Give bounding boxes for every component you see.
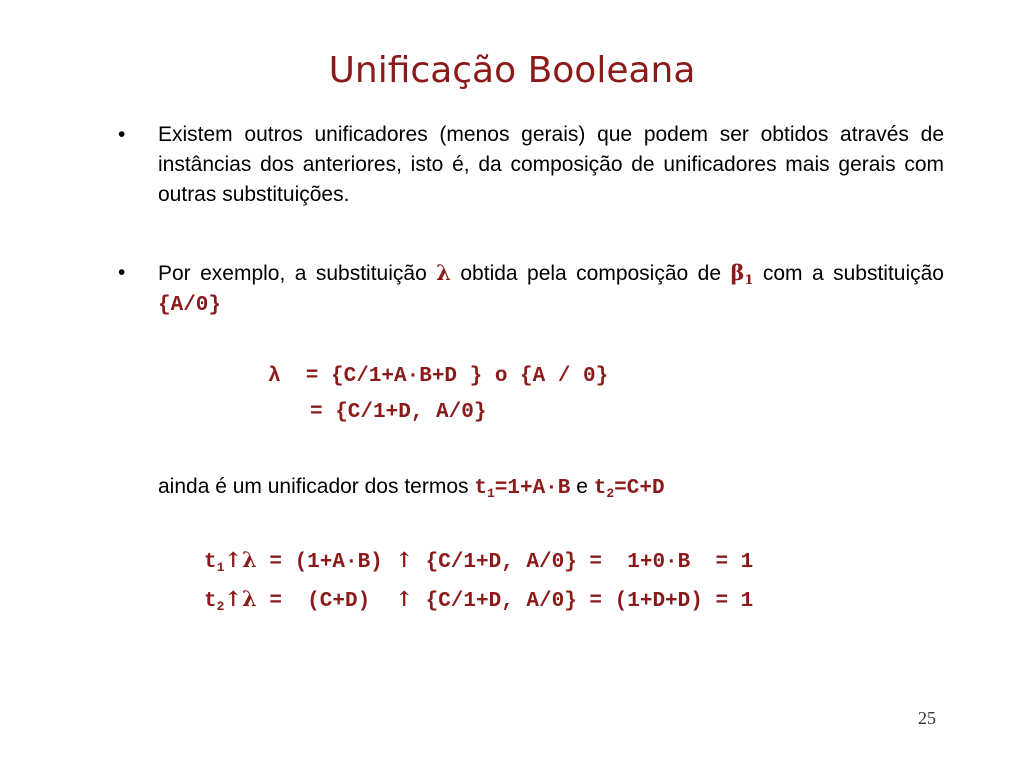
term-t2-sub: 2 — [606, 486, 615, 501]
check-line-1 — [204, 545, 753, 578]
terms-conj: e — [570, 475, 594, 498]
bullet-1 — [118, 120, 944, 210]
terms-sentence — [158, 472, 665, 504]
bullet-2 — [118, 258, 944, 318]
lambda-symbol: λ — [242, 547, 257, 572]
bullet-2-text-c: com a substituição — [753, 262, 944, 285]
bullet-marker: • — [118, 261, 126, 284]
lambda-symbol: λ — [242, 586, 257, 611]
up-arrow-icon: ↑ — [395, 586, 413, 611]
term-t1-sub: 1 — [486, 486, 495, 501]
slide-title: Unificação Booleana — [328, 50, 696, 91]
up-arrow-icon: ↑ — [224, 586, 243, 611]
equation-line-1: λ = {C/1+A·B+D } o {A / 0} — [268, 365, 609, 388]
bullet-1-text: Existem outros unificadores (menos gerais) que podem ser obtidos através de instâncias dos anteriores, isto é, da composição de unificadores mais gerais com outras substituições. — [158, 123, 944, 206]
bullet-marker: • — [118, 123, 126, 146]
check-line-2 — [204, 584, 753, 617]
bullet-2-text-b: obtida pela composição de — [450, 262, 731, 285]
term-t1-letter: t — [474, 477, 487, 500]
term-t2-rest: =C+D — [614, 477, 665, 500]
beta-symbol — [730, 260, 754, 288]
check-2-t: t — [204, 590, 217, 613]
beta-letter: β — [730, 260, 745, 285]
up-arrow-icon: ↑ — [224, 547, 243, 572]
beta-subscript: 1 — [744, 273, 754, 288]
check-1-mid: = (1+A·B) — [256, 551, 396, 574]
page-number: 25 — [918, 708, 936, 728]
bullet-2-text-a: Por exemplo, a substituição — [158, 262, 437, 285]
term-t2-letter: t — [593, 477, 607, 500]
check-2-rest: {C/1+D, A/0} = (1+D+D) = 1 — [413, 590, 754, 613]
substitution-code: {A/0} — [158, 294, 222, 317]
term-t2 — [594, 477, 665, 500]
check-1-rest: {C/1+D, A/0} = 1+0·B = 1 — [413, 551, 754, 574]
lambda-symbol: λ — [436, 260, 451, 285]
check-2-mid: = (C+D) — [256, 590, 396, 613]
term-t1-rest: =1+A·B — [494, 477, 571, 500]
check-2-sub: 2 — [216, 599, 225, 614]
check-1-t: t — [204, 551, 217, 574]
term-t1 — [474, 477, 570, 500]
terms-sentence-text: ainda é um unificador dos termos — [158, 475, 475, 498]
bullet-2-text — [158, 258, 944, 321]
equation-line-2: = {C/1+D, A/0} — [310, 401, 487, 424]
check-1-sub: 1 — [216, 560, 225, 575]
up-arrow-icon: ↑ — [395, 547, 413, 572]
